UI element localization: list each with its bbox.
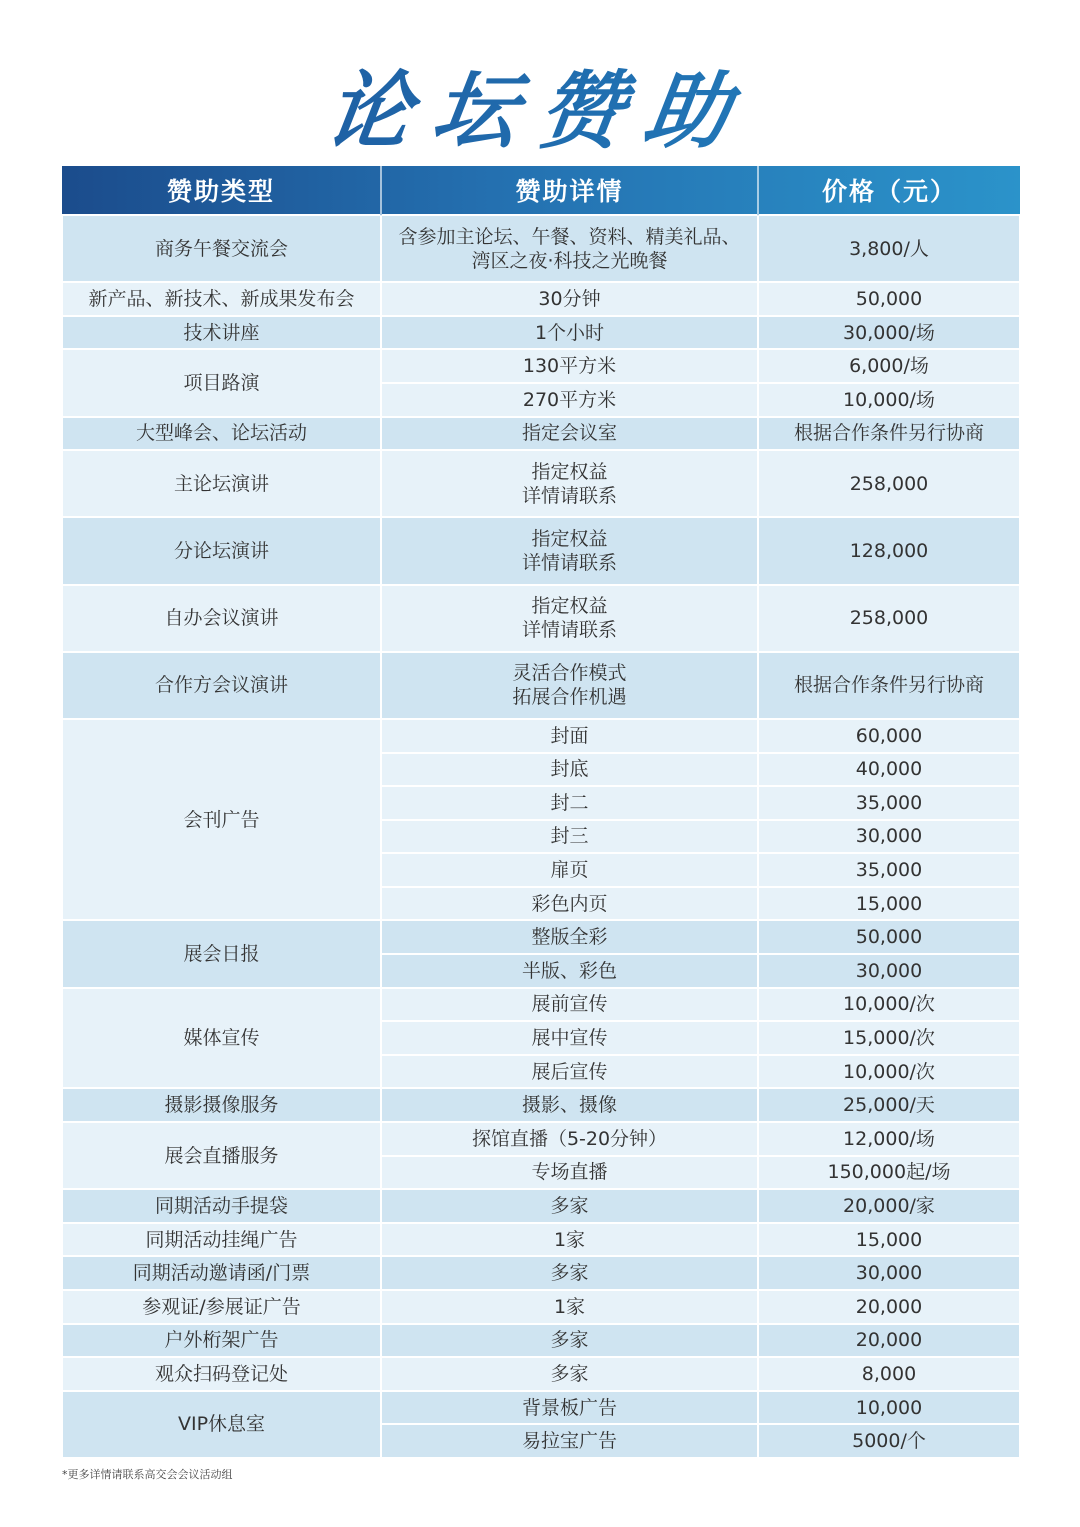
sponsor-detail-cell: 封面 — [381, 719, 758, 753]
table-row — [62, 1223, 1020, 1257]
sponsor-type-cell: 新产品、新技术、新成果发布会 — [62, 282, 381, 316]
sponsor-detail-cell: 指定会议室 — [381, 417, 758, 451]
sponsor-type-cell: 展会直播服务 — [62, 1122, 381, 1189]
table-row — [62, 1189, 1020, 1223]
price-cell: 12,000/场 — [758, 1122, 1020, 1156]
sponsor-detail-cell: 摄影、摄像 — [381, 1088, 758, 1122]
table-row — [62, 1256, 1020, 1290]
price-cell: 30,000 — [758, 954, 1020, 988]
sponsor-type-cell: 主论坛演讲 — [62, 450, 381, 517]
table-row — [62, 719, 1020, 753]
sponsor-type-cell: 户外桁架广告 — [62, 1324, 381, 1358]
sponsor-detail-cell: 整版全彩 — [381, 920, 758, 954]
price-cell: 25,000/天 — [758, 1088, 1020, 1122]
price-cell: 10,000/次 — [758, 988, 1020, 1022]
sponsor-detail-cell: 130平方米 — [381, 349, 758, 383]
price-cell: 40,000 — [758, 753, 1020, 787]
sponsor-type-cell: VIP休息室 — [62, 1391, 381, 1458]
table-row — [62, 585, 1020, 652]
sponsor-detail-cell: 多家 — [381, 1189, 758, 1223]
sponsor-type-cell: 自办会议演讲 — [62, 585, 381, 652]
price-cell: 128,000 — [758, 517, 1020, 584]
sponsor-detail-cell: 指定权益 详情请联系 — [381, 585, 758, 652]
sponsor-detail-cell: 含参加主论坛、午餐、资料、精美礼品、 湾区之夜·科技之光晚餐 — [381, 215, 758, 282]
table-row — [62, 450, 1020, 517]
sponsor-detail-cell: 展中宣传 — [381, 1021, 758, 1055]
sponsor-detail-cell: 多家 — [381, 1324, 758, 1358]
table-row — [62, 517, 1020, 584]
price-cell: 6,000/场 — [758, 349, 1020, 383]
price-cell: 10,000/次 — [758, 1055, 1020, 1089]
price-cell: 20,000/家 — [758, 1189, 1020, 1223]
table-row — [62, 349, 1020, 383]
price-cell: 30,000/场 — [758, 316, 1020, 350]
sponsor-type-cell: 同期活动挂绳广告 — [62, 1223, 381, 1257]
price-cell: 258,000 — [758, 585, 1020, 652]
price-cell: 35,000 — [758, 853, 1020, 887]
sponsor-type-cell: 媒体宣传 — [62, 988, 381, 1089]
table-row — [62, 316, 1020, 350]
sponsor-detail-cell: 1个小时 — [381, 316, 758, 350]
price-cell: 15,000 — [758, 887, 1020, 921]
sponsor-type-cell: 合作方会议演讲 — [62, 652, 381, 719]
sponsor-detail-cell: 指定权益 详情请联系 — [381, 517, 758, 584]
price-cell: 20,000 — [758, 1290, 1020, 1324]
price-cell: 8,000 — [758, 1357, 1020, 1391]
sponsor-type-cell: 参观证/参展证广告 — [62, 1290, 381, 1324]
table-body — [62, 215, 1020, 1458]
sponsor-detail-cell: 30分钟 — [381, 282, 758, 316]
table-row — [62, 417, 1020, 451]
sponsor-detail-cell: 灵活合作模式 拓展合作机遇 — [381, 652, 758, 719]
sponsor-detail-cell: 半版、彩色 — [381, 954, 758, 988]
sponsor-type-cell: 同期活动邀请函/门票 — [62, 1256, 381, 1290]
sponsor-detail-cell: 易拉宝广告 — [381, 1424, 758, 1458]
sponsor-type-cell: 技术讲座 — [62, 316, 381, 350]
sponsor-type-cell: 项目路演 — [62, 349, 381, 416]
table-row — [62, 920, 1020, 954]
price-cell: 20,000 — [758, 1324, 1020, 1358]
price-cell: 5000/个 — [758, 1424, 1020, 1458]
sponsorship-table — [61, 166, 1021, 1459]
price-cell: 30,000 — [758, 1256, 1020, 1290]
sponsor-detail-cell: 多家 — [381, 1256, 758, 1290]
sponsor-detail-cell: 扉页 — [381, 853, 758, 887]
sponsor-type-cell: 商务午餐交流会 — [62, 215, 381, 282]
price-cell: 50,000 — [758, 920, 1020, 954]
table-row — [62, 1088, 1020, 1122]
sponsor-detail-cell: 背景板广告 — [381, 1391, 758, 1425]
table-row — [62, 1357, 1020, 1391]
footnote: *更多详情请联系高交会会议活动组 — [62, 1468, 233, 1481]
sponsor-type-cell: 大型峰会、论坛活动 — [62, 417, 381, 451]
price-cell: 10,000/场 — [758, 383, 1020, 417]
price-cell: 50,000 — [758, 282, 1020, 316]
table-row — [62, 1391, 1020, 1425]
table-row — [62, 652, 1020, 719]
sponsor-type-cell: 摄影摄像服务 — [62, 1088, 381, 1122]
sponsor-detail-cell: 封底 — [381, 753, 758, 787]
sponsor-detail-cell: 1家 — [381, 1290, 758, 1324]
price-cell: 3,800/人 — [758, 215, 1020, 282]
sponsor-detail-cell: 多家 — [381, 1357, 758, 1391]
table-row — [62, 988, 1020, 1022]
table-header-row — [62, 166, 1020, 215]
sponsor-type-cell: 展会日报 — [62, 920, 381, 987]
sponsor-detail-cell: 1家 — [381, 1223, 758, 1257]
price-cell: 30,000 — [758, 820, 1020, 854]
sponsor-detail-cell: 封二 — [381, 786, 758, 820]
price-cell: 60,000 — [758, 719, 1020, 753]
page-title: 论坛赞助 — [0, 44, 1080, 165]
sponsor-type-cell: 同期活动手提袋 — [62, 1189, 381, 1223]
sponsor-type-cell: 分论坛演讲 — [62, 517, 381, 584]
table-row — [62, 1290, 1020, 1324]
header-price: 价格（元） — [821, 177, 957, 206]
sponsor-detail-cell: 专场直播 — [381, 1156, 758, 1190]
sponsor-detail-cell: 彩色内页 — [381, 887, 758, 921]
price-cell: 150,000起/场 — [758, 1156, 1020, 1190]
header-detail: 赞助详情 — [381, 166, 758, 215]
sponsor-detail-cell: 270平方米 — [381, 383, 758, 417]
price-cell: 15,000 — [758, 1223, 1020, 1257]
sponsor-detail-cell: 封三 — [381, 820, 758, 854]
table-row — [62, 1324, 1020, 1358]
sponsor-detail-cell: 指定权益 详情请联系 — [381, 450, 758, 517]
sponsor-detail-cell: 展前宣传 — [381, 988, 758, 1022]
price-cell: 根据合作条件另行协商 — [758, 417, 1020, 451]
sponsor-type-cell: 观众扫码登记处 — [62, 1357, 381, 1391]
table-row — [62, 215, 1020, 282]
table-row — [62, 1122, 1020, 1156]
price-cell: 35,000 — [758, 786, 1020, 820]
sponsor-detail-cell: 探馆直播（5-20分钟） — [381, 1122, 758, 1156]
price-cell: 258,000 — [758, 450, 1020, 517]
price-cell: 15,000/次 — [758, 1021, 1020, 1055]
sponsor-type-cell: 会刊广告 — [62, 719, 381, 921]
header-type: 赞助类型 — [62, 166, 381, 215]
price-cell: 10,000 — [758, 1391, 1020, 1425]
sponsor-detail-cell: 展后宣传 — [381, 1055, 758, 1089]
price-cell: 根据合作条件另行协商 — [758, 652, 1020, 719]
table-row — [62, 282, 1020, 316]
